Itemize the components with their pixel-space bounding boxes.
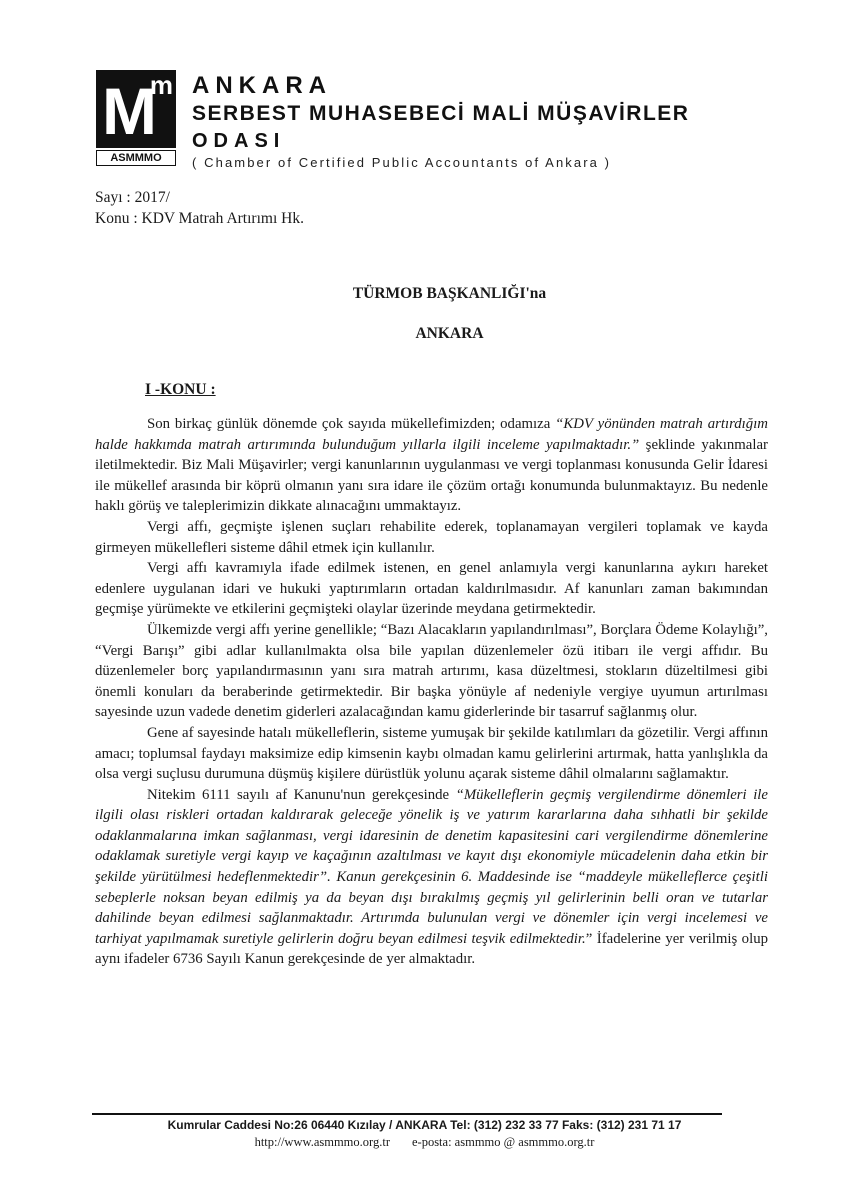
paragraph-1 — [95, 414, 768, 517]
logo-letter-big: M — [102, 74, 155, 148]
reference-number: Sayı : 2017/ — [95, 189, 170, 206]
recipient-name: TÜRMOB BAŞKANLIĞI'na — [352, 285, 547, 302]
paragraph-6-text-b: ” İfadelerine yer verilmiş olup aynı ifadeler 6736 Sayılı Kanun gerekçesinde de yer almaktadır. — [95, 930, 768, 968]
footer-address: Kumrular Caddesi No:26 06440 Kızılay / ANKARA Tel: (312) 232 33 77 Faks: (312) 231 71 17 — [167, 1118, 682, 1132]
org-name-main: SERBEST MUHASEBECİ MALİ MÜŞAVİRLER — [192, 102, 690, 125]
section-heading: I -KONU : — [145, 381, 216, 398]
footer-divider — [92, 1113, 722, 1115]
org-name-suffix: ODASI — [192, 130, 286, 152]
subject-line: Konu : KDV Matrah Artırımı Hk. — [95, 210, 304, 227]
paragraph-6-quote: “Mükelleflerin geçmiş vergilendirme dönemleri ile ilgili olası riskleri ortadan kaldırarak geleceğe yönelik iş ve yatırım kararlarına daha sıhhatli bir şekilde odaklanmalarına imkan sağlanması, vergi idaresinin de denetim kapasitesini cari vergilendirme dönemlerine odaklamak suretiyle vergi kayıp ve kaçağının azaltılması ve kayıt dışı ekonomiyle mücadelenin daha etkin bir şekilde yürütülmesi hedeflenmektedir”. Kanun gerekçesinin 6. Maddesinde ise “maddeyle mükelleflerce çeşitli sebeplerle noksan beyan edilmiş ya da beyan dışı bırakılmış geçmiş yıl gelirlerinin belli oran ve tutarlar dahilinde beyan edilmesi sağlanmaktadır. Artırımda bulunulan vergi ve dönemler için vergi incelemesi ve tarhiyat yapılmamak suretiyle gelirlerin doğru beyan edilmesi teşvik edilmektedir. — [95, 786, 768, 947]
letter-meta — [95, 187, 304, 229]
paragraph-2: Vergi affı, geçmişte işlenen suçları rehabilite ederek, toplanamayan vergileri toplamak ve kayda girmeyen mükellefleri sisteme dâhil etmek için kullanılır. — [95, 518, 768, 556]
paragraph-6-text-a: Nitekim 6111 sayılı af Kanunu'nun gerekçesinde — [147, 786, 456, 803]
recipient-city: ANKARA — [415, 325, 484, 342]
logo-letter-small: m — [149, 70, 173, 100]
asmmmo-logo — [96, 70, 176, 166]
logo-mark — [96, 70, 176, 148]
logo-caption: ASMMMO — [96, 150, 176, 166]
letter-body — [95, 414, 768, 970]
org-name-city: ANKARA — [192, 72, 332, 99]
paragraph-1-text-a: Son birkaç günlük dönemde çok sayıda mükellefimizden; odamıza — [147, 416, 556, 432]
paragraph-6 — [95, 785, 768, 970]
paragraph-1-quote: “KDV yönünden matrah artırdığım halde hakkımda matrah artırımında bulunduğum yıllarla ilgili inceleme yapılmaktadır.” — [95, 416, 768, 453]
footer-website: http://www.asmmmo.org.tr — [254, 1135, 390, 1149]
footer-contact — [0, 1135, 849, 1150]
paragraph-5: Gene af sayesinde hatalı mükelleflerin, sisteme yumuşak bir şekilde katılımları da gözetilir. Vergi affının amacı; toplumsal faydayı maksimize edip kimsenin kaybı olmadan kamu gelirlerini artırmak, hatta yanlışlıkla da olsa vergi suçlusu durumuna düşmüş kişilere dürüstlük yolunu açarak sisteme dâhil olmalarını sağlamaktır. — [95, 724, 768, 783]
paragraph-1-text-b: şeklinde yakınmalar iletilmektedir. Biz Mali Müşavirler; vergi kanunlarının uygulanması ve vergi toplanması konusunda Gelir İdaresi ile mükellef arasında bir köprü olmanın yanı sıra idare ile çözüm ortağı konumunda bulunmaktayız. Bu nedenle haklı görüş ve taleplerimizin dikkate alınacağını ummaktayız. — [95, 436, 768, 515]
paragraph-3: Vergi affı kavramıyla ifade edilmek istenen, en genel anlamıyla vergi kanunlarına aykırı hareket edenlere uygulanan idari ve hukuki yaptırımların ortadan kaldırılmasıdır. Af kanunları zaman bakımından geçmişe yürümekte ve etkilerini geçmişteki olaylar üzerinde meydana getirmektedir. — [95, 560, 768, 618]
paragraph-4: Ülkemizde vergi affı yerine genellikle; “Bazı Alacakların yapılandırılması”, Borçlara Ödeme Kolaylığı”, “Vergi Barışı” gibi adlar kullanılmakta olsa bile yapılan düzenlemeler özü itibarı ile vergi affıdır. Bu düzenlemeler borç yapılandırmasının yanı sıra matrah artırımı, kasa düzeltmesi, stokların düzeltilmesi gibi önemli konuları da beraberinde getirmektedir. Bir başka yönüyle af nedeniyle vergiye uyumun artırılması sayesinde uzun vadede denetim giderleri azalacağından kamu giderlerinde bir tasarruf sağlanmış olur. — [95, 621, 768, 721]
footer-email: e-posta: asmmmo @ asmmmo.org.tr — [411, 1135, 595, 1149]
org-name-english: ( Chamber of Certified Public Accountants of Ankara ) — [192, 155, 612, 170]
